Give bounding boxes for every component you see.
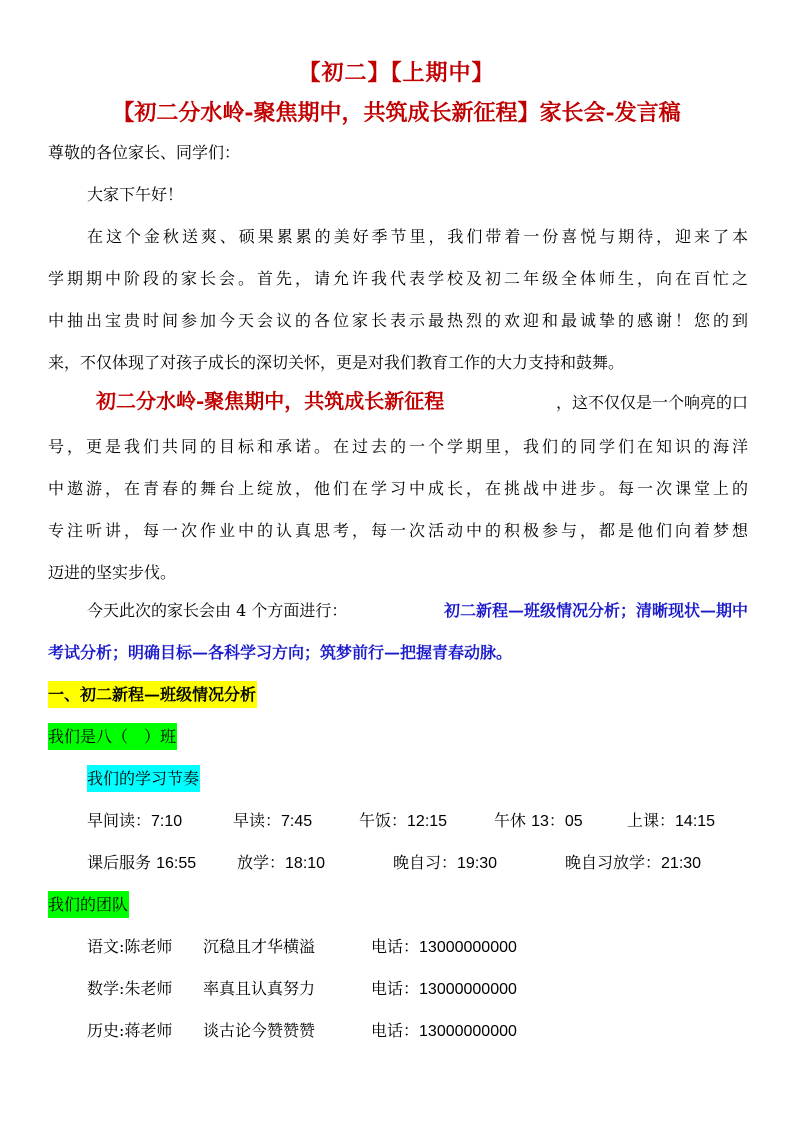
section-heading-text: 一、初二新程—班级情况分析 <box>48 681 257 708</box>
schedule-item <box>237 853 325 874</box>
class-label <box>48 727 177 747</box>
theme-rest: ，这不仅仅是一个响亮的口 <box>555 393 748 412</box>
teacher-phone <box>371 1021 517 1042</box>
teacher-subject-name: 历史:蒋老师 <box>87 1021 173 1040</box>
teacher-subject-name: 语文:陈老师 <box>87 937 173 956</box>
greeting: 大家下午好！ <box>87 185 184 204</box>
paragraph-line: 学期期中阶段的家长会。首先，请允许我代表学校及初二年级全体师生，向在百忙之 <box>48 269 748 288</box>
section-heading <box>48 685 257 705</box>
phone-label: 电话： <box>371 979 420 998</box>
teacher-motto: 谈古论今赞赞赞 <box>203 1021 316 1040</box>
theme-highlight: 初二分水岭-聚焦期中，共筑成长新征程 <box>96 389 445 413</box>
schedule-label: 午休 <box>494 811 532 830</box>
teacher-motto: 沉稳且才华横溢 <box>203 937 316 956</box>
schedule-time: 7:45 <box>281 813 313 830</box>
teacher-subject-name: 数学:朱老师 <box>87 979 173 998</box>
phone-number: 13000000000 <box>419 939 517 956</box>
schedule-item <box>494 811 583 832</box>
paragraph-line: 迈进的坚实步伐。 <box>48 563 177 582</box>
paragraph-line: 在这个金秋送爽、硕果累累的美好季节里，我们带着一份喜悦与期待，迎来了本 <box>87 227 748 246</box>
agenda-items-part2: 考试分析；明确目标—各科学习方向；筑梦前行—把握青春动脉。 <box>48 643 513 662</box>
schedule-label: 上课： <box>627 811 676 830</box>
paragraph-line: 来，不仅体现了对孩子成长的深切关怀，更是对我们教育工作的大力支持和鼓舞。 <box>48 353 625 372</box>
schedule-label: 晚自习： <box>393 853 458 872</box>
title-line-2: 【初二分水岭-聚焦期中，共筑成长新征程】家长会-发言稿 <box>112 100 681 126</box>
agenda-intro: 今天此次的家长会由 4 个方面进行： <box>87 601 348 620</box>
schedule-time: 18:10 <box>285 855 326 872</box>
schedule-label: 午饭： <box>359 811 408 830</box>
salutation: 尊敬的各位家长、同学们： <box>48 143 241 162</box>
schedule-time: 14:15 <box>675 813 716 830</box>
schedule-item <box>87 853 196 874</box>
schedule-time: 13：05 <box>531 813 583 830</box>
schedule-item <box>359 811 447 832</box>
agenda-items-part1: 初二新程—班级情况分析；清晰现状—期中 <box>443 601 748 620</box>
schedule-item <box>393 853 497 874</box>
phone-label: 电话： <box>371 1021 420 1040</box>
paragraph-line: 中抽出宝贵时间参加今天会议的各位家长表示最热烈的欢迎和最诚挚的感谢！您的到 <box>48 311 748 330</box>
schedule-label: 早间读： <box>87 811 152 830</box>
schedule-item <box>627 811 715 832</box>
schedule-item <box>87 811 182 832</box>
phone-number: 13000000000 <box>419 981 517 998</box>
schedule-time: 12:15 <box>407 813 448 830</box>
schedule-item <box>233 811 312 832</box>
title-line-1: 【初二】【上期中】 <box>298 60 495 86</box>
team-heading-text: 我们的团队 <box>48 891 129 918</box>
paragraph-line: 中遨游，在青春的舞台上绽放，他们在学习中成长，在挑战中进步。每一次课堂上的 <box>48 479 748 498</box>
team-heading <box>48 895 129 915</box>
rhythm-heading-text: 我们的学习节奏 <box>87 765 200 792</box>
paragraph-line: 号，更是我们共同的目标和承诺。在过去的一个学期里，我们的同学们在知识的海洋 <box>48 437 748 456</box>
phone-label: 电话： <box>371 937 420 956</box>
schedule-label: 课后服务 <box>87 853 157 872</box>
schedule-item <box>565 853 701 874</box>
schedule-label: 早读： <box>233 811 282 830</box>
paragraph-line <box>96 391 748 413</box>
teacher-motto: 率真且认真努力 <box>203 979 316 998</box>
schedule-time: 16:55 <box>156 855 197 872</box>
schedule-time: 19:30 <box>457 855 498 872</box>
schedule-label: 放学： <box>237 853 286 872</box>
class-label-text: 我们是八（ ）班 <box>48 723 177 750</box>
teacher-phone <box>371 979 517 1000</box>
teacher-phone <box>371 937 517 958</box>
paragraph-line <box>87 601 748 621</box>
phone-number: 13000000000 <box>419 1023 517 1040</box>
paragraph-line: 专注听讲，每一次作业中的认真思考，每一次活动中的积极参与，都是他们向着梦想 <box>48 521 748 540</box>
rhythm-heading <box>87 769 200 789</box>
schedule-time: 7:10 <box>151 813 183 830</box>
schedule-label: 晚自习放学： <box>565 853 662 872</box>
schedule-time: 21:30 <box>661 855 702 872</box>
